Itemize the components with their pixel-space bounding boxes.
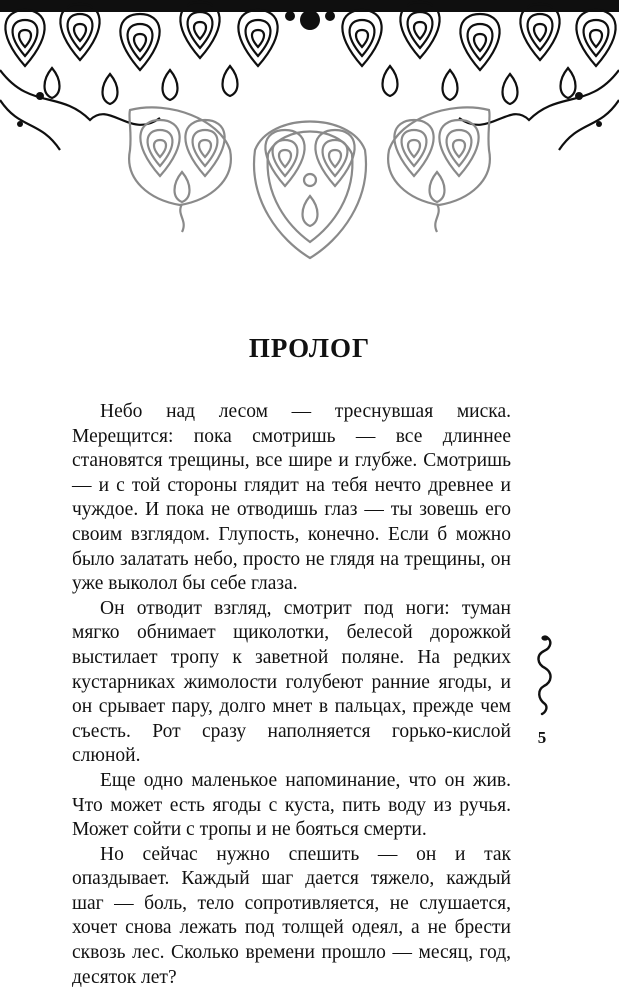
paragraph: Он отводит взгляд, смотрит под ноги: туман мягко обнимает щиколотки, белесой дорожкой выстилает тропу к заветной поляне. На редких кустарниках жимолости голубеют ранние ягоды, и он срывает пару, долго мнет в пальцах, прежде чем съесть. Рот сразу наполняется горько-кислой слюной. [72,597,511,767]
snake-icon [533,634,555,716]
paragraph: Но сейчас нужно спешить — он и так опаздывает. Каждый шаг дается тяжело, каждый шаг — боль, тело сопротивляется, не слушается, хочет снова лежать под толщей одеял, а не брести сквозь лес. Сколько времени прошло — месяц, год, десяток лет? [72,843,511,988]
paragraph: Еще одно маленькое напоминание, что он жив. Что может есть ягоды с куста, пить воду из ручья. Может сойти с тропы и не бояться смерти. [72,769,511,841]
page-number: 5 [537,728,547,747]
chapter-title: ПРОЛОГ [248,333,371,363]
lace-ornament-icon [0,0,619,262]
body-text [72,400,511,990]
paragraph: Небо над лесом — треснувшая миска. Мерещится: пока смотришь — все длиннее становятся трещины, все шире и глубже. Смотришь — и с той стороны глядит на тебя нечто древнее и чуждое. И пока не отводишь глаз — ты зовешь его своим взглядом. Глупость, конечно. Если б можно было залатать небо, просто не глядя на трещины, он уже выколол бы себе глаза. [72,401,511,595]
